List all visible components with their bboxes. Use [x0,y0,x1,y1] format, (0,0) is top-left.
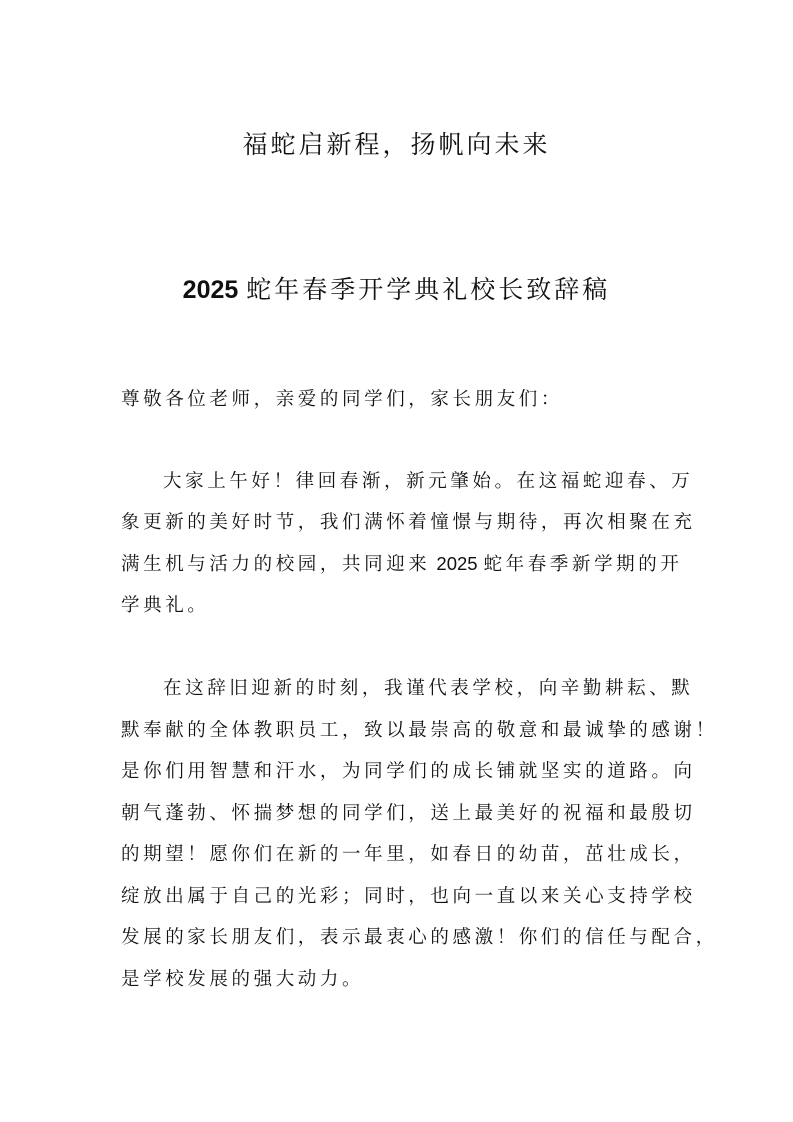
paragraph-2-line-8: 是学校发展的强大动力。 [121,969,365,990]
paragraph-2-line-2: 默奉献的全体教职员工，致以最崇高的敬意和最诚挚的感谢！ [121,720,718,741]
salutation: 尊敬各位老师，亲爱的同学们，家长朋友们： [121,389,564,410]
paragraph-1-line-2: 象更新的美好时节，我们满怀着憧憬与期待，再次相聚在充 [121,512,696,533]
paragraph-2-line-7: 发展的家长朋友们，表示最衷心的感激！你们的信任与配合， [121,927,718,948]
paragraph-1-line-3-year: 2025 [436,553,478,574]
paragraph-2-line-5: 的期望！愿你们在新的一年里，如春日的幼苗，茁壮成长， [121,844,696,865]
paragraph-1-line-1: 大家上午好！律回春渐，新元肇始。在这福蛇迎春、万 [163,471,694,492]
document-title: 福蛇启新程，扬帆向未来 [242,130,551,159]
paragraph-2-line-4: 朝气蓬勃、怀揣梦想的同学们，送上最美好的祝福和最殷切 [121,803,696,824]
subtitle-text: 蛇年春季开学典礼校长致辞稿 [246,275,611,304]
paragraph-1-line-3-after: 蛇年春季新学期的开 [483,554,683,575]
subtitle-year: 2025 [182,276,239,304]
paragraph-2-line-6: 绽放出属于自己的光彩；同时，也向一直以来关心支持学校 [121,886,696,907]
paragraph-1-line-3-before: 满生机与活力的校园，共同迎来 [121,554,431,575]
paragraph-1-line-3 [121,551,681,578]
paragraph-2-line-1: 在这辞旧迎新的时刻，我谨代表学校，向辛勤耕耘、默 [163,678,694,699]
document-subtitle [0,272,793,308]
paragraph-1-line-4: 学典礼。 [121,595,210,616]
paragraph-2-line-3: 是你们用智慧和汗水，为同学们的成长铺就坚实的道路。向 [121,761,696,782]
